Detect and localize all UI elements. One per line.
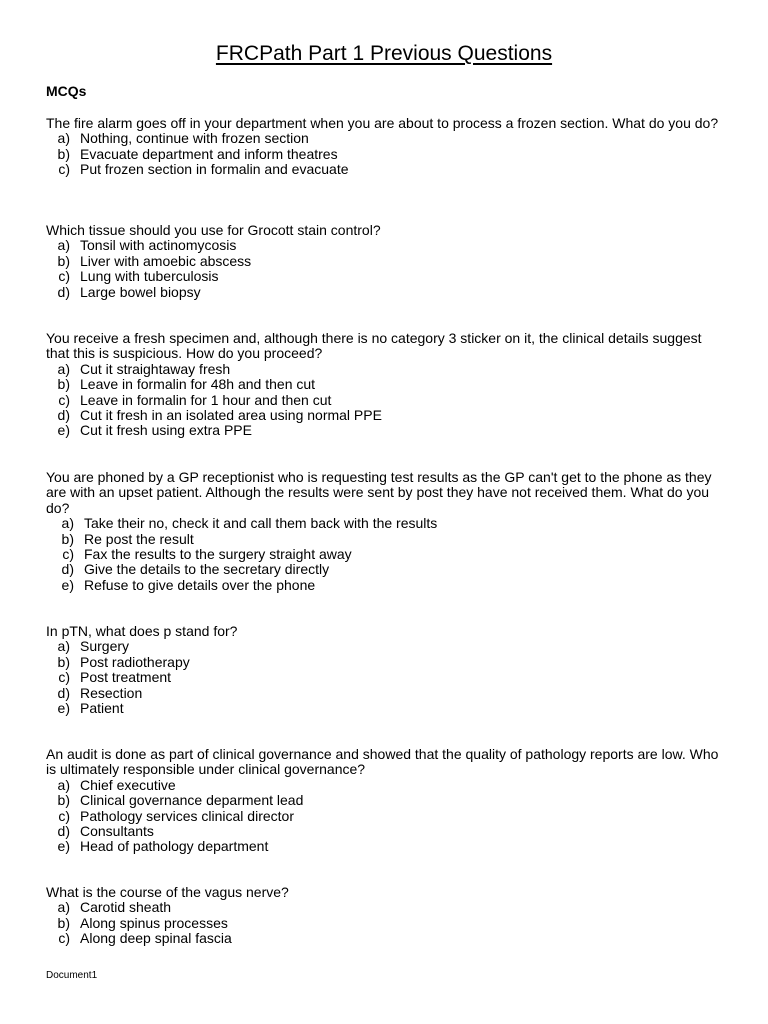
- option-b: [46, 916, 726, 931]
- option-c: [46, 162, 726, 177]
- option-text: Cut it straightaway fresh: [80, 360, 231, 377]
- option-letter: a): [57, 130, 70, 147]
- question-4: [46, 470, 726, 593]
- option-a: [46, 362, 726, 377]
- question-7: [46, 885, 726, 947]
- option-e: [46, 578, 726, 593]
- option-letter: b): [57, 653, 70, 670]
- option-text: Carotid sheath: [80, 899, 172, 916]
- option-letter: d): [57, 407, 70, 424]
- option-letter: b): [57, 145, 70, 162]
- option-list: [46, 516, 726, 593]
- option-text: Along deep spinal fascia: [80, 930, 232, 947]
- option-letter: d): [61, 561, 74, 578]
- question-5: [46, 624, 726, 716]
- option-text: Patient: [80, 700, 124, 717]
- option-text: Along spinus processes: [80, 914, 228, 931]
- option-text: Surgery: [80, 638, 130, 655]
- option-text: Liver with amoebic abscess: [80, 252, 252, 269]
- option-text: Resection: [80, 684, 143, 701]
- option-letter: c): [58, 161, 70, 178]
- option-letter: e): [57, 422, 70, 439]
- option-text: Chief executive: [80, 776, 176, 793]
- option-d: [46, 686, 726, 701]
- document-footer: Document1: [46, 970, 98, 981]
- option-e: [46, 839, 726, 854]
- option-letter: b): [57, 252, 70, 269]
- question-text: You receive a fresh specimen and, although there is no category 3 sticker on it, the clinical details suggest that this is suspicious. How do you proceed?: [46, 330, 702, 362]
- option-text: Leave in formalin for 1 hour and then cut: [80, 391, 332, 408]
- option-text: Evacuate department and inform theatres: [80, 145, 338, 162]
- option-d: [46, 408, 726, 423]
- option-b: [46, 655, 726, 670]
- option-text: Pathology services clinical director: [80, 807, 294, 824]
- option-letter: a): [57, 899, 70, 916]
- option-b: [46, 793, 726, 808]
- option-c: [46, 670, 726, 685]
- option-letter: c): [58, 930, 70, 947]
- option-a: [46, 516, 726, 531]
- option-text: Cut it fresh in an isolated area using normal PPE: [80, 407, 382, 424]
- option-letter: b): [57, 914, 70, 931]
- option-d: [46, 824, 726, 839]
- option-text: Leave in formalin for 48h and then cut: [80, 376, 316, 393]
- option-list: [46, 238, 726, 300]
- question-text: In pTN, what does p stand for?: [46, 623, 238, 639]
- option-a: [46, 900, 726, 915]
- option-text: Fax the results to the surgery straight away: [84, 546, 352, 563]
- option-letter: b): [57, 376, 70, 393]
- option-letter: c): [58, 807, 70, 824]
- option-letter: a): [57, 360, 70, 377]
- option-list: [46, 778, 726, 855]
- option-text: Lung with tuberculosis: [80, 268, 219, 285]
- question-text: Which tissue should you use for Grocott stain control?: [46, 222, 381, 238]
- option-text: Put frozen section in formalin and evacuate: [80, 161, 349, 178]
- question-text: What is the course of the vagus nerve?: [46, 884, 289, 900]
- option-a: [46, 238, 726, 253]
- option-letter: c): [58, 669, 70, 686]
- question-1: [46, 116, 726, 178]
- option-b: [46, 377, 726, 392]
- option-d: [46, 562, 726, 577]
- option-list: [46, 362, 726, 439]
- option-text: Refuse to give details over the phone: [84, 576, 316, 593]
- question-text: The fire alarm goes off in your department when you are about to process a frozen section. What do you do?: [46, 115, 719, 131]
- option-e: [46, 423, 726, 438]
- option-c: [46, 931, 726, 946]
- option-text: Head of pathology department: [80, 838, 269, 855]
- question-2: [46, 223, 726, 300]
- option-letter: c): [62, 546, 74, 563]
- option-a: [46, 131, 726, 146]
- option-text: Re post the result: [84, 530, 194, 547]
- option-text: Large bowel biopsy: [80, 283, 201, 300]
- option-text: Take their no, check it and call them back with the results: [84, 515, 438, 532]
- option-c: [46, 809, 726, 824]
- option-letter: e): [57, 838, 70, 855]
- option-letter: d): [57, 823, 70, 840]
- option-letter: a): [61, 515, 74, 532]
- option-list: [46, 639, 726, 716]
- option-list: [46, 131, 726, 177]
- option-text: Post radiotherapy: [80, 653, 190, 670]
- option-text: Consultants: [80, 823, 154, 840]
- option-letter: a): [57, 638, 70, 655]
- option-d: [46, 285, 726, 300]
- option-e: [46, 701, 726, 716]
- option-a: [46, 778, 726, 793]
- option-text: Give the details to the secretary directly: [84, 561, 330, 578]
- option-letter: e): [57, 700, 70, 717]
- option-text: Tonsil with actinomycosis: [80, 237, 237, 254]
- option-c: [46, 547, 726, 562]
- question-3: [46, 331, 726, 439]
- section-heading: MCQs: [46, 83, 87, 99]
- option-letter: b): [57, 792, 70, 809]
- question-text: You are phoned by a GP receptionist who is requesting test results as the GP can't get to the phone as they are with an upset patient. Although the results were sent by post they have not received them. What do you do?: [46, 469, 712, 516]
- option-b: [46, 147, 726, 162]
- option-letter: d): [57, 283, 70, 300]
- option-text: Clinical governance deparment lead: [80, 792, 304, 809]
- option-list: [46, 900, 726, 946]
- option-text: Post treatment: [80, 669, 172, 686]
- option-letter: b): [61, 530, 74, 547]
- question-text: An audit is done as part of clinical governance and showed that the quality of pathology reports are low. Who is ultimately responsible under clinical governance?: [46, 746, 719, 778]
- option-a: [46, 639, 726, 654]
- option-text: Cut it fresh using extra PPE: [80, 422, 252, 439]
- option-b: [46, 532, 726, 547]
- option-letter: c): [58, 391, 70, 408]
- option-letter: e): [61, 576, 74, 593]
- option-letter: d): [57, 684, 70, 701]
- option-c: [46, 269, 726, 284]
- page-title: FRCPath Part 1 Previous Questions: [215, 42, 553, 65]
- option-text: Nothing, continue with frozen section: [80, 130, 309, 147]
- option-letter: a): [57, 237, 70, 254]
- question-6: [46, 747, 726, 855]
- option-b: [46, 254, 726, 269]
- option-c: [46, 393, 726, 408]
- option-letter: c): [58, 268, 70, 285]
- option-letter: a): [57, 776, 70, 793]
